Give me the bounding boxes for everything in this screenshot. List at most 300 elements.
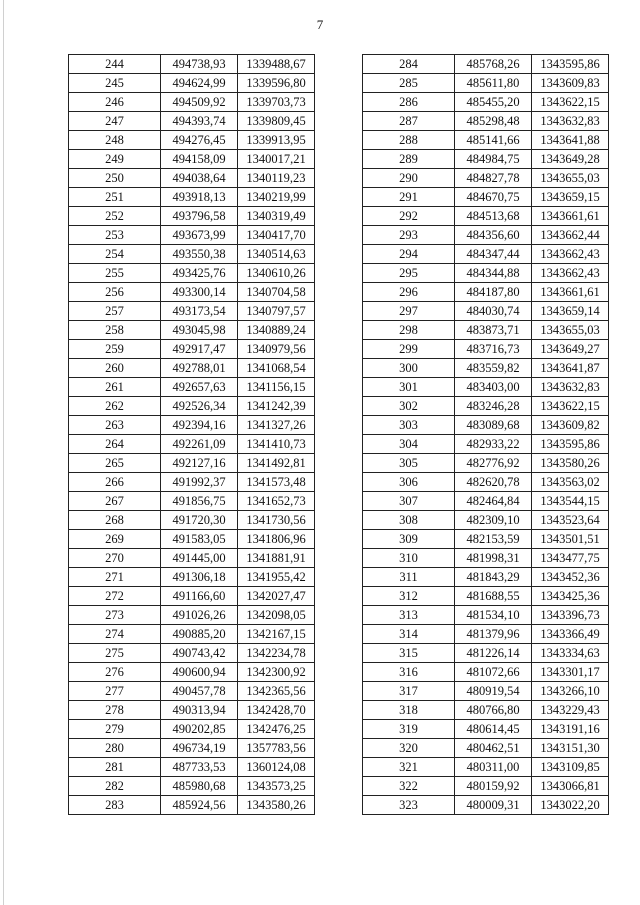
point-number-cell: 291 bbox=[363, 188, 455, 207]
y-coordinate-cell: 1343109,85 bbox=[532, 758, 609, 777]
y-coordinate-cell: 1341410,73 bbox=[238, 435, 315, 454]
point-number-cell: 293 bbox=[363, 226, 455, 245]
table-row bbox=[69, 777, 315, 796]
x-coordinate-cell: 493300,14 bbox=[161, 283, 238, 302]
y-coordinate-cell: 1343229,43 bbox=[532, 701, 609, 720]
table-row bbox=[363, 207, 609, 226]
y-coordinate-cell: 1341730,56 bbox=[238, 511, 315, 530]
y-coordinate-cell: 1341492,81 bbox=[238, 454, 315, 473]
y-coordinate-cell: 1341156,15 bbox=[238, 378, 315, 397]
point-number-cell: 266 bbox=[69, 473, 161, 492]
table-row bbox=[69, 454, 315, 473]
table-row bbox=[69, 416, 315, 435]
point-number-cell: 307 bbox=[363, 492, 455, 511]
x-coordinate-cell: 481379,96 bbox=[455, 625, 532, 644]
point-number-cell: 284 bbox=[363, 55, 455, 74]
table-row bbox=[363, 625, 609, 644]
y-coordinate-cell: 1342365,56 bbox=[238, 682, 315, 701]
y-coordinate-cell: 1342300,92 bbox=[238, 663, 315, 682]
point-number-cell: 281 bbox=[69, 758, 161, 777]
y-coordinate-cell: 1343544,15 bbox=[532, 492, 609, 511]
table-row bbox=[363, 74, 609, 93]
x-coordinate-cell: 480159,92 bbox=[455, 777, 532, 796]
y-coordinate-cell: 1343659,14 bbox=[532, 302, 609, 321]
point-number-cell: 296 bbox=[363, 283, 455, 302]
x-coordinate-cell: 483716,73 bbox=[455, 340, 532, 359]
x-coordinate-cell: 494158,09 bbox=[161, 150, 238, 169]
x-coordinate-cell: 480009,31 bbox=[455, 796, 532, 815]
y-coordinate-cell: 1343301,17 bbox=[532, 663, 609, 682]
y-coordinate-cell: 1343662,44 bbox=[532, 226, 609, 245]
table-row bbox=[363, 492, 609, 511]
y-coordinate-cell: 1341573,48 bbox=[238, 473, 315, 492]
x-coordinate-cell: 481998,31 bbox=[455, 549, 532, 568]
point-number-cell: 258 bbox=[69, 321, 161, 340]
point-number-cell: 304 bbox=[363, 435, 455, 454]
x-coordinate-cell: 482933,22 bbox=[455, 435, 532, 454]
table-row bbox=[69, 625, 315, 644]
x-coordinate-cell: 485924,56 bbox=[161, 796, 238, 815]
y-coordinate-cell: 1341955,42 bbox=[238, 568, 315, 587]
y-coordinate-cell: 1343573,25 bbox=[238, 777, 315, 796]
point-number-cell: 262 bbox=[69, 397, 161, 416]
table-row bbox=[69, 378, 315, 397]
point-number-cell: 263 bbox=[69, 416, 161, 435]
point-number-cell: 270 bbox=[69, 549, 161, 568]
point-number-cell: 265 bbox=[69, 454, 161, 473]
x-coordinate-cell: 494038,64 bbox=[161, 169, 238, 188]
y-coordinate-cell: 1342167,15 bbox=[238, 625, 315, 644]
y-coordinate-cell: 1340319,49 bbox=[238, 207, 315, 226]
point-number-cell: 279 bbox=[69, 720, 161, 739]
y-coordinate-cell: 1343563,02 bbox=[532, 473, 609, 492]
x-coordinate-cell: 492526,34 bbox=[161, 397, 238, 416]
y-coordinate-cell: 1343425,36 bbox=[532, 587, 609, 606]
table-row bbox=[69, 340, 315, 359]
table-row bbox=[69, 663, 315, 682]
point-number-cell: 255 bbox=[69, 264, 161, 283]
point-number-cell: 269 bbox=[69, 530, 161, 549]
table-row bbox=[69, 587, 315, 606]
table-row bbox=[363, 150, 609, 169]
y-coordinate-cell: 1343266,10 bbox=[532, 682, 609, 701]
point-number-cell: 274 bbox=[69, 625, 161, 644]
y-coordinate-cell: 1341652,73 bbox=[238, 492, 315, 511]
x-coordinate-cell: 482620,78 bbox=[455, 473, 532, 492]
x-coordinate-cell: 494624,99 bbox=[161, 74, 238, 93]
point-number-cell: 322 bbox=[363, 777, 455, 796]
y-coordinate-cell: 1343595,86 bbox=[532, 435, 609, 454]
table-row bbox=[69, 283, 315, 302]
y-coordinate-cell: 1343641,87 bbox=[532, 359, 609, 378]
x-coordinate-cell: 496734,19 bbox=[161, 739, 238, 758]
point-number-cell: 314 bbox=[363, 625, 455, 644]
point-number-cell: 320 bbox=[363, 739, 455, 758]
x-coordinate-cell: 494509,92 bbox=[161, 93, 238, 112]
x-coordinate-cell: 480462,51 bbox=[455, 739, 532, 758]
y-coordinate-cell: 1340889,24 bbox=[238, 321, 315, 340]
coordinates-table-left bbox=[68, 54, 315, 815]
table-row bbox=[363, 359, 609, 378]
point-number-cell: 272 bbox=[69, 587, 161, 606]
x-coordinate-cell: 483089,68 bbox=[455, 416, 532, 435]
table-row bbox=[363, 55, 609, 74]
y-coordinate-cell: 1341806,96 bbox=[238, 530, 315, 549]
point-number-cell: 245 bbox=[69, 74, 161, 93]
y-coordinate-cell: 1339809,45 bbox=[238, 112, 315, 131]
table-row bbox=[69, 568, 315, 587]
point-number-cell: 260 bbox=[69, 359, 161, 378]
y-coordinate-cell: 1343641,88 bbox=[532, 131, 609, 150]
point-number-cell: 282 bbox=[69, 777, 161, 796]
y-coordinate-cell: 1339488,67 bbox=[238, 55, 315, 74]
point-number-cell: 297 bbox=[363, 302, 455, 321]
x-coordinate-cell: 484347,44 bbox=[455, 245, 532, 264]
x-coordinate-cell: 490600,94 bbox=[161, 663, 238, 682]
table-row bbox=[69, 112, 315, 131]
table-row bbox=[363, 511, 609, 530]
point-number-cell: 252 bbox=[69, 207, 161, 226]
y-coordinate-cell: 1360124,08 bbox=[238, 758, 315, 777]
point-number-cell: 288 bbox=[363, 131, 455, 150]
x-coordinate-cell: 481072,66 bbox=[455, 663, 532, 682]
x-coordinate-cell: 485768,26 bbox=[455, 55, 532, 74]
point-number-cell: 285 bbox=[363, 74, 455, 93]
x-coordinate-cell: 484030,74 bbox=[455, 302, 532, 321]
x-coordinate-cell: 491445,00 bbox=[161, 549, 238, 568]
point-number-cell: 290 bbox=[363, 169, 455, 188]
y-coordinate-cell: 1343609,83 bbox=[532, 74, 609, 93]
y-coordinate-cell: 1343366,49 bbox=[532, 625, 609, 644]
point-number-cell: 305 bbox=[363, 454, 455, 473]
y-coordinate-cell: 1343334,63 bbox=[532, 644, 609, 663]
y-coordinate-cell: 1339596,80 bbox=[238, 74, 315, 93]
coordinates-table-right bbox=[362, 54, 609, 815]
table-row bbox=[69, 264, 315, 283]
point-number-cell: 244 bbox=[69, 55, 161, 74]
point-number-cell: 315 bbox=[363, 644, 455, 663]
x-coordinate-cell: 482776,92 bbox=[455, 454, 532, 473]
table-row bbox=[69, 549, 315, 568]
y-coordinate-cell: 1357783,56 bbox=[238, 739, 315, 758]
x-coordinate-cell: 480311,00 bbox=[455, 758, 532, 777]
y-coordinate-cell: 1343022,20 bbox=[532, 796, 609, 815]
x-coordinate-cell: 484670,75 bbox=[455, 188, 532, 207]
table-row bbox=[69, 74, 315, 93]
point-number-cell: 323 bbox=[363, 796, 455, 815]
x-coordinate-cell: 492127,16 bbox=[161, 454, 238, 473]
table-row bbox=[363, 720, 609, 739]
table-row bbox=[69, 606, 315, 625]
x-coordinate-cell: 492261,09 bbox=[161, 435, 238, 454]
table-row bbox=[363, 112, 609, 131]
y-coordinate-cell: 1343662,43 bbox=[532, 264, 609, 283]
point-number-cell: 321 bbox=[363, 758, 455, 777]
table-row bbox=[363, 549, 609, 568]
y-coordinate-cell: 1343632,83 bbox=[532, 112, 609, 131]
x-coordinate-cell: 494276,45 bbox=[161, 131, 238, 150]
x-coordinate-cell: 491166,60 bbox=[161, 587, 238, 606]
y-coordinate-cell: 1343396,73 bbox=[532, 606, 609, 625]
y-coordinate-cell: 1343622,15 bbox=[532, 93, 609, 112]
y-coordinate-cell: 1343452,36 bbox=[532, 568, 609, 587]
point-number-cell: 250 bbox=[69, 169, 161, 188]
x-coordinate-cell: 483873,71 bbox=[455, 321, 532, 340]
table-row bbox=[363, 131, 609, 150]
table-row bbox=[363, 682, 609, 701]
point-number-cell: 312 bbox=[363, 587, 455, 606]
table-row bbox=[363, 454, 609, 473]
table-row bbox=[363, 340, 609, 359]
table-body-left bbox=[69, 55, 315, 815]
table-row bbox=[363, 283, 609, 302]
point-number-cell: 268 bbox=[69, 511, 161, 530]
y-coordinate-cell: 1342098,05 bbox=[238, 606, 315, 625]
y-coordinate-cell: 1342027,47 bbox=[238, 587, 315, 606]
x-coordinate-cell: 492788,01 bbox=[161, 359, 238, 378]
table-row bbox=[363, 188, 609, 207]
point-number-cell: 275 bbox=[69, 644, 161, 663]
x-coordinate-cell: 484344,88 bbox=[455, 264, 532, 283]
y-coordinate-cell: 1343649,28 bbox=[532, 150, 609, 169]
table-row bbox=[69, 682, 315, 701]
y-coordinate-cell: 1340704,58 bbox=[238, 283, 315, 302]
x-coordinate-cell: 484984,75 bbox=[455, 150, 532, 169]
table-row bbox=[363, 169, 609, 188]
x-coordinate-cell: 485298,48 bbox=[455, 112, 532, 131]
table-row bbox=[69, 150, 315, 169]
table-row bbox=[363, 264, 609, 283]
table-row bbox=[69, 701, 315, 720]
point-number-cell: 280 bbox=[69, 739, 161, 758]
table-row bbox=[69, 245, 315, 264]
table-row bbox=[69, 131, 315, 150]
x-coordinate-cell: 492657,63 bbox=[161, 378, 238, 397]
y-coordinate-cell: 1343662,43 bbox=[532, 245, 609, 264]
point-number-cell: 276 bbox=[69, 663, 161, 682]
x-coordinate-cell: 484187,80 bbox=[455, 283, 532, 302]
point-number-cell: 317 bbox=[363, 682, 455, 701]
x-coordinate-cell: 492917,47 bbox=[161, 340, 238, 359]
point-number-cell: 319 bbox=[363, 720, 455, 739]
point-number-cell: 256 bbox=[69, 283, 161, 302]
table-row bbox=[69, 739, 315, 758]
y-coordinate-cell: 1343622,15 bbox=[532, 397, 609, 416]
x-coordinate-cell: 487733,53 bbox=[161, 758, 238, 777]
table-row bbox=[69, 530, 315, 549]
y-coordinate-cell: 1341242,39 bbox=[238, 397, 315, 416]
x-coordinate-cell: 491306,18 bbox=[161, 568, 238, 587]
x-coordinate-cell: 480766,80 bbox=[455, 701, 532, 720]
point-number-cell: 278 bbox=[69, 701, 161, 720]
table-row bbox=[363, 435, 609, 454]
table-row bbox=[69, 644, 315, 663]
point-number-cell: 286 bbox=[363, 93, 455, 112]
table-row bbox=[363, 226, 609, 245]
table-row bbox=[363, 701, 609, 720]
point-number-cell: 295 bbox=[363, 264, 455, 283]
y-coordinate-cell: 1343655,03 bbox=[532, 169, 609, 188]
point-number-cell: 259 bbox=[69, 340, 161, 359]
table-row bbox=[363, 644, 609, 663]
point-number-cell: 254 bbox=[69, 245, 161, 264]
x-coordinate-cell: 490202,85 bbox=[161, 720, 238, 739]
table-row bbox=[363, 663, 609, 682]
y-coordinate-cell: 1339913,95 bbox=[238, 131, 315, 150]
point-number-cell: 310 bbox=[363, 549, 455, 568]
y-coordinate-cell: 1343066,81 bbox=[532, 777, 609, 796]
y-coordinate-cell: 1342234,78 bbox=[238, 644, 315, 663]
table-row bbox=[363, 397, 609, 416]
point-number-cell: 273 bbox=[69, 606, 161, 625]
point-number-cell: 306 bbox=[363, 473, 455, 492]
y-coordinate-cell: 1340017,21 bbox=[238, 150, 315, 169]
y-coordinate-cell: 1343632,83 bbox=[532, 378, 609, 397]
y-coordinate-cell: 1343151,30 bbox=[532, 739, 609, 758]
x-coordinate-cell: 494393,74 bbox=[161, 112, 238, 131]
point-number-cell: 301 bbox=[363, 378, 455, 397]
x-coordinate-cell: 483403,00 bbox=[455, 378, 532, 397]
x-coordinate-cell: 493918,13 bbox=[161, 188, 238, 207]
x-coordinate-cell: 491720,30 bbox=[161, 511, 238, 530]
x-coordinate-cell: 494738,93 bbox=[161, 55, 238, 74]
x-coordinate-cell: 481226,14 bbox=[455, 644, 532, 663]
table-row bbox=[363, 245, 609, 264]
table-row bbox=[69, 93, 315, 112]
table-row bbox=[363, 416, 609, 435]
table-row bbox=[69, 720, 315, 739]
table-row bbox=[69, 492, 315, 511]
y-coordinate-cell: 1340119,23 bbox=[238, 169, 315, 188]
y-coordinate-cell: 1343609,82 bbox=[532, 416, 609, 435]
y-coordinate-cell: 1343580,26 bbox=[532, 454, 609, 473]
point-number-cell: 247 bbox=[69, 112, 161, 131]
point-number-cell: 264 bbox=[69, 435, 161, 454]
y-coordinate-cell: 1343655,03 bbox=[532, 321, 609, 340]
x-coordinate-cell: 493045,98 bbox=[161, 321, 238, 340]
table-row bbox=[69, 397, 315, 416]
x-coordinate-cell: 491583,05 bbox=[161, 530, 238, 549]
point-number-cell: 299 bbox=[363, 340, 455, 359]
x-coordinate-cell: 483246,28 bbox=[455, 397, 532, 416]
y-coordinate-cell: 1340219,99 bbox=[238, 188, 315, 207]
y-coordinate-cell: 1343595,86 bbox=[532, 55, 609, 74]
y-coordinate-cell: 1343659,15 bbox=[532, 188, 609, 207]
x-coordinate-cell: 491856,75 bbox=[161, 492, 238, 511]
table-row bbox=[69, 511, 315, 530]
point-number-cell: 302 bbox=[363, 397, 455, 416]
table-row bbox=[363, 473, 609, 492]
x-coordinate-cell: 484513,68 bbox=[455, 207, 532, 226]
x-coordinate-cell: 490743,42 bbox=[161, 644, 238, 663]
x-coordinate-cell: 490313,94 bbox=[161, 701, 238, 720]
x-coordinate-cell: 482153,59 bbox=[455, 530, 532, 549]
table-row bbox=[363, 758, 609, 777]
point-number-cell: 298 bbox=[363, 321, 455, 340]
y-coordinate-cell: 1341068,54 bbox=[238, 359, 315, 378]
table-row bbox=[69, 758, 315, 777]
page-number: 7 bbox=[316, 17, 324, 32]
x-coordinate-cell: 485455,20 bbox=[455, 93, 532, 112]
table-row bbox=[69, 321, 315, 340]
x-coordinate-cell: 481534,10 bbox=[455, 606, 532, 625]
y-coordinate-cell: 1342428,70 bbox=[238, 701, 315, 720]
point-number-cell: 287 bbox=[363, 112, 455, 131]
table-row bbox=[69, 435, 315, 454]
point-number-cell: 294 bbox=[363, 245, 455, 264]
table-row bbox=[363, 302, 609, 321]
x-coordinate-cell: 485611,80 bbox=[455, 74, 532, 93]
point-number-cell: 316 bbox=[363, 663, 455, 682]
x-coordinate-cell: 480614,45 bbox=[455, 720, 532, 739]
y-coordinate-cell: 1343661,61 bbox=[532, 283, 609, 302]
table-row bbox=[69, 796, 315, 815]
x-coordinate-cell: 493425,76 bbox=[161, 264, 238, 283]
y-coordinate-cell: 1340979,56 bbox=[238, 340, 315, 359]
point-number-cell: 267 bbox=[69, 492, 161, 511]
table-row bbox=[69, 473, 315, 492]
table-row bbox=[363, 568, 609, 587]
y-coordinate-cell: 1343477,75 bbox=[532, 549, 609, 568]
table-body-right bbox=[363, 55, 609, 815]
table-row bbox=[363, 606, 609, 625]
point-number-cell: 246 bbox=[69, 93, 161, 112]
y-coordinate-cell: 1341327,26 bbox=[238, 416, 315, 435]
table-row bbox=[363, 796, 609, 815]
table-row bbox=[69, 359, 315, 378]
table-row bbox=[69, 302, 315, 321]
table-row bbox=[69, 207, 315, 226]
table-row bbox=[363, 739, 609, 758]
x-coordinate-cell: 493673,99 bbox=[161, 226, 238, 245]
point-number-cell: 271 bbox=[69, 568, 161, 587]
table-row bbox=[69, 169, 315, 188]
point-number-cell: 283 bbox=[69, 796, 161, 815]
table-row bbox=[69, 188, 315, 207]
x-coordinate-cell: 482309,10 bbox=[455, 511, 532, 530]
y-coordinate-cell: 1342476,25 bbox=[238, 720, 315, 739]
x-coordinate-cell: 493550,38 bbox=[161, 245, 238, 264]
point-number-cell: 261 bbox=[69, 378, 161, 397]
y-coordinate-cell: 1341881,91 bbox=[238, 549, 315, 568]
table-row bbox=[363, 93, 609, 112]
y-coordinate-cell: 1343523,64 bbox=[532, 511, 609, 530]
point-number-cell: 300 bbox=[363, 359, 455, 378]
x-coordinate-cell: 492394,16 bbox=[161, 416, 238, 435]
x-coordinate-cell: 493796,58 bbox=[161, 207, 238, 226]
y-coordinate-cell: 1343580,26 bbox=[238, 796, 315, 815]
point-number-cell: 311 bbox=[363, 568, 455, 587]
x-coordinate-cell: 481843,29 bbox=[455, 568, 532, 587]
y-coordinate-cell: 1343501,51 bbox=[532, 530, 609, 549]
point-number-cell: 308 bbox=[363, 511, 455, 530]
x-coordinate-cell: 485980,68 bbox=[161, 777, 238, 796]
x-coordinate-cell: 481688,55 bbox=[455, 587, 532, 606]
x-coordinate-cell: 493173,54 bbox=[161, 302, 238, 321]
point-number-cell: 249 bbox=[69, 150, 161, 169]
x-coordinate-cell: 491026,26 bbox=[161, 606, 238, 625]
table-row bbox=[363, 777, 609, 796]
x-coordinate-cell: 480919,54 bbox=[455, 682, 532, 701]
point-number-cell: 277 bbox=[69, 682, 161, 701]
x-coordinate-cell: 483559,82 bbox=[455, 359, 532, 378]
point-number-cell: 248 bbox=[69, 131, 161, 150]
point-number-cell: 303 bbox=[363, 416, 455, 435]
page-edge-line bbox=[3, 0, 4, 905]
point-number-cell: 318 bbox=[363, 701, 455, 720]
table-row bbox=[69, 226, 315, 245]
y-coordinate-cell: 1340514,63 bbox=[238, 245, 315, 264]
